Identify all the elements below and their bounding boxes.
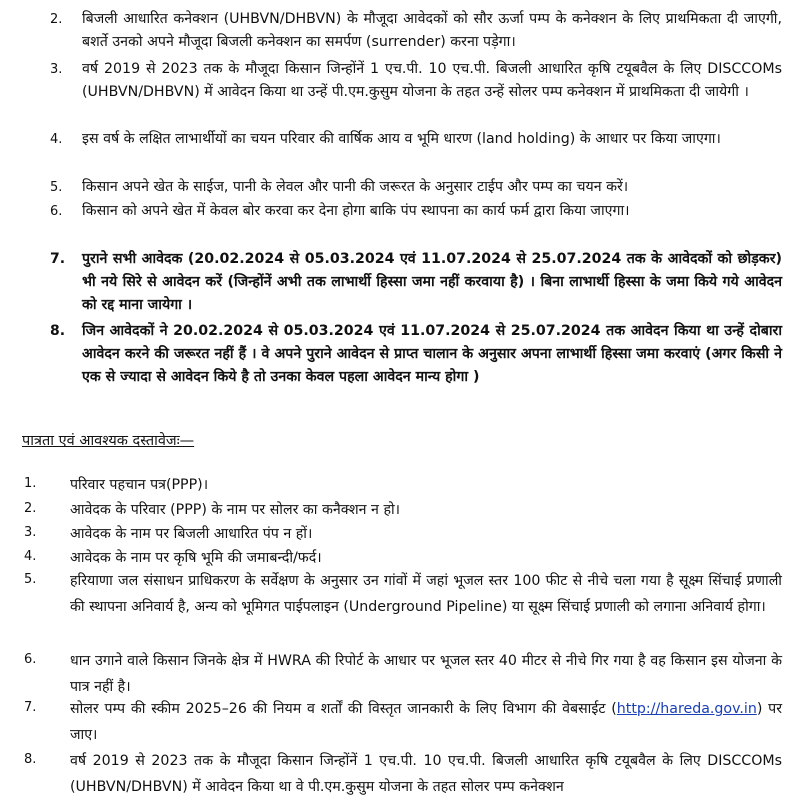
item-text: आवेदक के परिवार (PPP) के नाम पर सोलर का कनैक्शन न हो। — [70, 502, 401, 518]
item-number: 3. — [24, 525, 37, 540]
item-text-after-link: ) पर जाए। — [70, 701, 783, 743]
item-number: 7. — [24, 700, 37, 715]
item-number: 3. — [50, 62, 63, 77]
item-text: हरियाणा जल संसाधन प्राधिकरण के सर्वेक्षण के अनुसार उन गांवों में जहां भूजल स्तर 100 फीट से नीचे चला गया है सूक्ष्म सिंचाई प्रणाली की स्थापना अनिवार्य है, अन्य को भूमिगत पाईपलाइन (Underground Pipeline) या सूक्ष्म सिंचाई प्रणाली को लगाना अनिवार्य होगा। — [70, 573, 782, 615]
item-number: 1. — [24, 476, 37, 491]
item-number: 2. — [24, 501, 37, 516]
item-number: 2. — [50, 12, 63, 27]
item-text — [70, 696, 782, 748]
item-number: 6. — [50, 204, 63, 219]
item-number: 8. — [24, 752, 37, 767]
item-text: बिजली आधारित कनेक्शन (UHBVN/DHBVN) के मौजूदा आवेदकों को सौर ऊर्जा पम्प के कनेक्शन के लिए प्राथमिकता दी जाएगी, बशर्ते उनको अपने मौजूदा बिजली कनेक्शन का समर्पण (surrender) करना पड़ेगा। — [82, 11, 782, 50]
item-number: 7. — [50, 251, 66, 267]
item-text: धान उगाने वाले किसान जिनके क्षेत्र में HWRA की रिपोर्ट के आधार पर भूजल स्तर 40 मीटर से नीचे गिर गया है वह किसान इस योजना के पात्र नहीं है। — [70, 653, 782, 695]
item-number: 4. — [24, 549, 37, 564]
item-number: 5. — [24, 572, 37, 587]
item-text-before-link: सोलर पम्प की स्कीम 2025–26 की नियम व शर्तों की विस्तृत जानकारी के लिए विभाग की वेबसाईट ( — [70, 701, 617, 717]
item-text: इस वर्ष के लक्षित लाभार्थीयों का चयन परिवार की वार्षिक आय व भूमि धारण (land holding) के आधार पर किया जाएगा। — [82, 131, 721, 147]
item-number: 8. — [50, 323, 66, 339]
item-text: परिवार पहचान पत्र(PPP)। — [70, 477, 209, 493]
item-number: 4. — [50, 132, 63, 147]
item-number: 5. — [50, 180, 63, 195]
item-text: पुराने सभी आवेदक (20.02.2024 से 05.03.2024 एवं 11.07.2024 से 25.07.2024 तक के आवेदकों को छोड़कर) भी नये सिरे से आवेदन करें (जिन्होंनें अभी तक लाभार्थी हिस्सा जमा नहीं करवाया है) । बिना लाभार्थी हिस्सा के जमा किये गये आवेदन को रद्द माना जायेगा । — [82, 251, 782, 313]
item-text: आवेदक के नाम पर बिजली आधारित पंप न हों। — [70, 526, 313, 542]
cut-off-previous-line — [0, 0, 800, 8]
eligibility-heading: पात्रता एवं आवश्यक दस्तावेजः— — [22, 433, 195, 449]
item-text: जिन आवेदकों ने 20.02.2024 से 05.03.2024 एवं 11.07.2024 से 25.07.2024 तक आवेदन किया था उन्हें दोबारा आवेदन करने की जरूरत नहीं हैं । वे अपने पुराने आवेदन से प्राप्त चालान के अनुसार अपना लाभार्थी हिस्सा जमा करवाएं (अगर किसी ने एक से ज्यादा से आवेदन किये है तो उनका केवल पहला आवेदन मान्य होगा ) — [82, 323, 782, 385]
item-text: वर्ष 2019 से 2023 तक के मौजूदा किसान जिन्होंनें 1 एच.पी. 10 एच.पी. बिजली आधारित कृषि टयूबवैल के लिए DISCCOMs (UHBVN/DHBVN) में आवेदन किया था वे पी.एम.कुसुम योजना के तहत सोलर पम्प कनेक्शन — [70, 753, 782, 795]
item-text: आवेदक के नाम पर कृषि भूमि की जमाबन्दी/फर्द। — [70, 550, 322, 566]
hareda-website-link[interactable]: http://hareda.gov.in — [616, 701, 757, 717]
item-number: 6. — [24, 652, 37, 667]
item-text: किसान अपने खेत के साईज, पानी के लेवल और पानी की जरूरत के अनुसार टाईप और पम्प का चयन करें। — [82, 179, 629, 195]
item-text: किसान को अपने खेत में केवल बोर करवा कर देना होगा बाकि पंप स्थापना का कार्य फर्म द्वारा किया जाएगा। — [82, 203, 630, 219]
item-text: वर्ष 2019 से 2023 तक के मौजूदा किसान जिन्होंनें 1 एच.पी. 10 एच.पी. बिजली आधारित कृषि टयूबवैल के लिए DISCCOMs (UHBVN/DHBVN) में आवेदन किया था उन्हें पी.एम.कुसुम योजना के तहत उन्हें सोलर पम्प कनेक्शन में प्राथमिकता दी जायेगी । — [82, 61, 782, 100]
